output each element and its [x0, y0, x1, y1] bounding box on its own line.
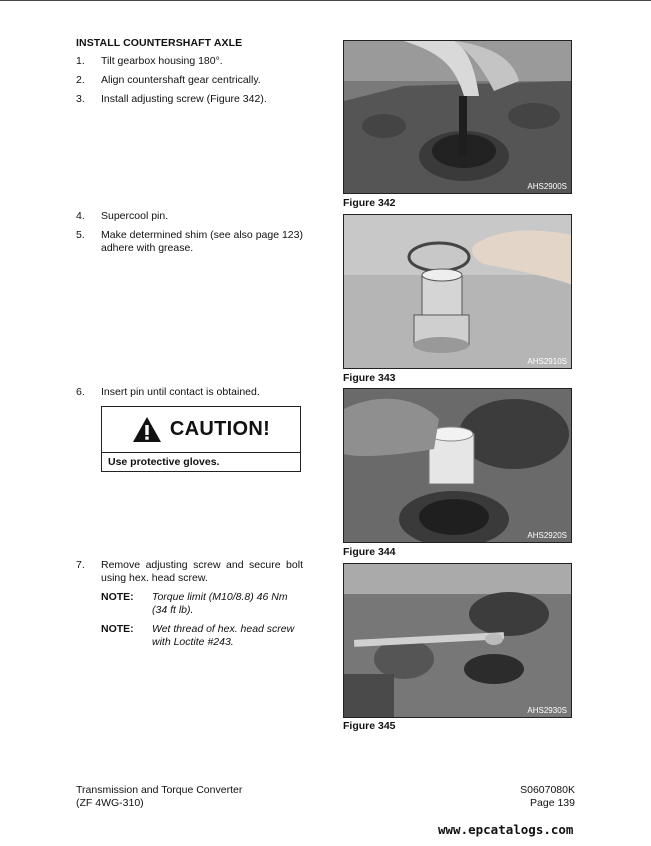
gearbox-housing-image — [344, 41, 572, 194]
note-text: Wet thread of hex. head screw with Loctite #243. — [152, 623, 295, 648]
figure-code: AHS2910S — [527, 357, 567, 366]
step-number: 7. — [76, 559, 85, 571]
step-number: 3. — [76, 93, 85, 105]
caution-title: CAUTION! — [169, 418, 271, 440]
figure-344-caption: Figure 344 — [343, 546, 396, 558]
footer-page-number: Page 139 — [530, 797, 575, 809]
figure-345-caption: Figure 345 — [343, 720, 396, 732]
footer-manual-title: Transmission and Torque Converter — [76, 784, 243, 796]
figure-343-caption: Figure 343 — [343, 372, 396, 384]
note-label: NOTE: — [101, 591, 134, 603]
caution-text: Use protective gloves. — [108, 456, 220, 468]
footer-doc-code: S0607080K — [520, 784, 575, 796]
figure-code: AHS2900S — [527, 182, 567, 191]
figure-342-caption: Figure 342 — [343, 197, 396, 209]
footer-right — [520, 784, 575, 810]
step-number: 4. — [76, 210, 85, 222]
step-number: 5. — [76, 229, 85, 241]
torque-wrench-image — [344, 564, 572, 718]
step-text: Align countershaft gear centrically. — [101, 74, 261, 86]
figure-code: AHS2930S — [527, 706, 567, 715]
step-number: 2. — [76, 74, 85, 86]
shim-pin-image — [344, 215, 572, 369]
figure-344-photo — [343, 388, 572, 543]
figure-code: AHS2920S — [527, 531, 567, 540]
step-text: Supercool pin. — [101, 210, 169, 222]
watermark-link[interactable]: www.epcatalogs.com — [438, 822, 574, 837]
step-text: Insert pin until contact is obtained. — [101, 386, 260, 398]
caution-header — [102, 407, 300, 453]
step-number: 6. — [76, 386, 85, 398]
figure-342-photo — [343, 40, 572, 194]
section-heading: INSTALL COUNTERSHAFT AXLE — [76, 37, 243, 49]
step-number: 1. — [76, 55, 85, 67]
warning-triangle-icon — [132, 416, 162, 443]
figure-345-photo — [343, 563, 572, 718]
step-text: Install adjusting screw (Figure 342). — [101, 93, 267, 105]
pin-insertion-image — [344, 389, 572, 543]
top-rule — [0, 0, 651, 1]
note-label: NOTE: — [101, 623, 134, 635]
step-text: Make determined shim (see also page 123) adhere with grease. — [101, 229, 303, 254]
step-text: Remove adjusting screw and secure bolt using hex. head screw. — [101, 559, 303, 584]
figure-343-photo — [343, 214, 572, 369]
note-text: Torque limit (M10/8.8) 46 Nm (34 ft lb). — [152, 591, 288, 616]
footer-left — [76, 784, 242, 810]
step-text: Tilt gearbox housing 180°. — [101, 55, 223, 67]
footer-model: (ZF 4WG-310) — [76, 797, 144, 809]
caution-box — [101, 406, 301, 472]
